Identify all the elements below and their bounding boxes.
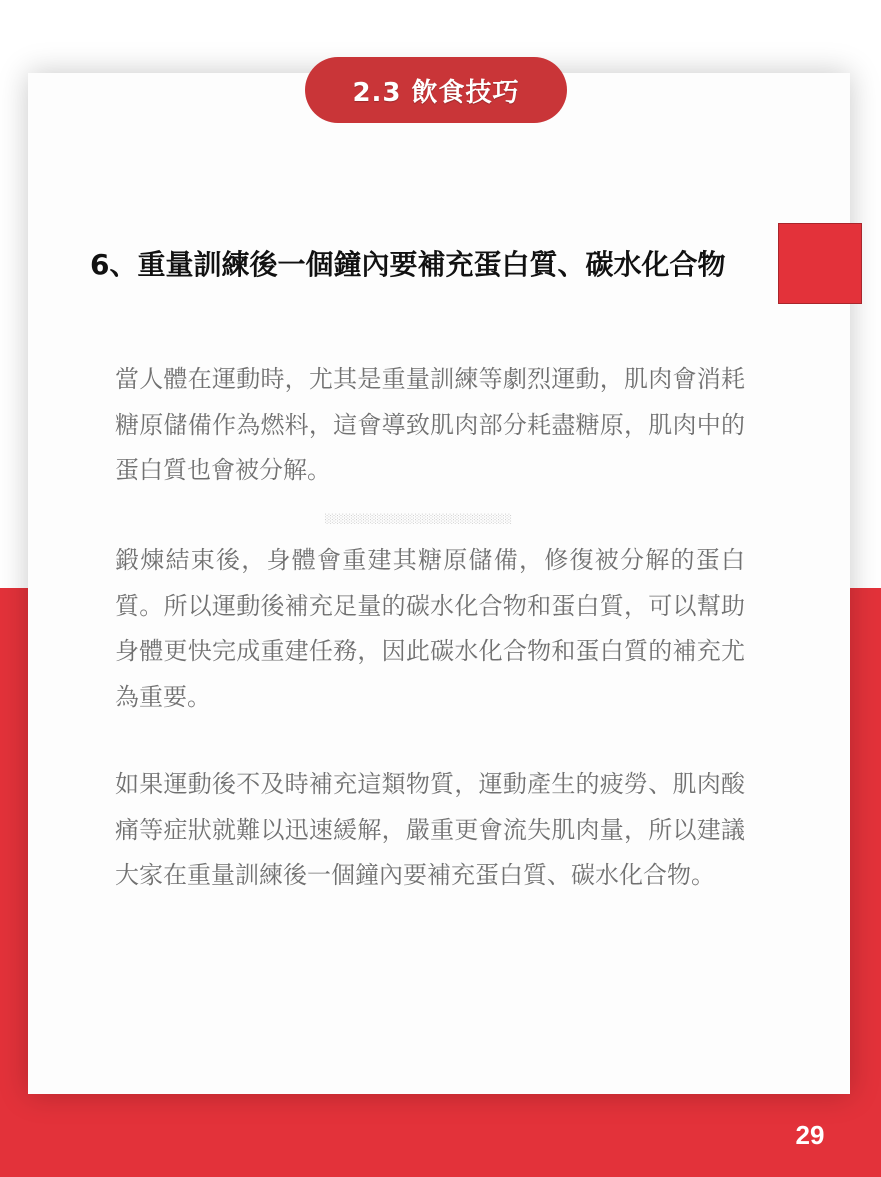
faint-watermark: ░░░░░░░░░░░░░░░░░░░░░░░░░░░: [325, 515, 512, 525]
page-number: 29: [795, 1120, 825, 1150]
section-label: 2.3 飲食技巧: [305, 57, 567, 123]
paragraph-1: 當人體在運動時，尤其是重量訓練等劇烈運動，肌肉會消耗糖原儲備作為燃料，這會導致肌肉部分耗盡糖原，肌肉中的蛋白質也會被分解。: [115, 365, 745, 484]
paragraph-3: 如果運動後不及時補充這類物質，運動產生的疲勞、肌肉酸痛等症狀就難以迅速緩解，嚴重更會流失肌肉量，所以建議大家在重量訓練後一個鐘內要補充蛋白質、碳水化合物。: [115, 770, 745, 889]
section-heading: 6、重量訓練後一個鐘內要補充蛋白質、碳水化合物: [90, 248, 726, 281]
paragraph-2: 鍛煉結束後，身體會重建其糖原儲備，修復被分解的蛋白質。所以運動後補充足量的碳水化合物和蛋白質，可以幫助身體更快完成重建任務，因此碳水化合物和蛋白質的補充尤為重要。: [115, 546, 745, 711]
decorative-red-square: [778, 223, 862, 304]
